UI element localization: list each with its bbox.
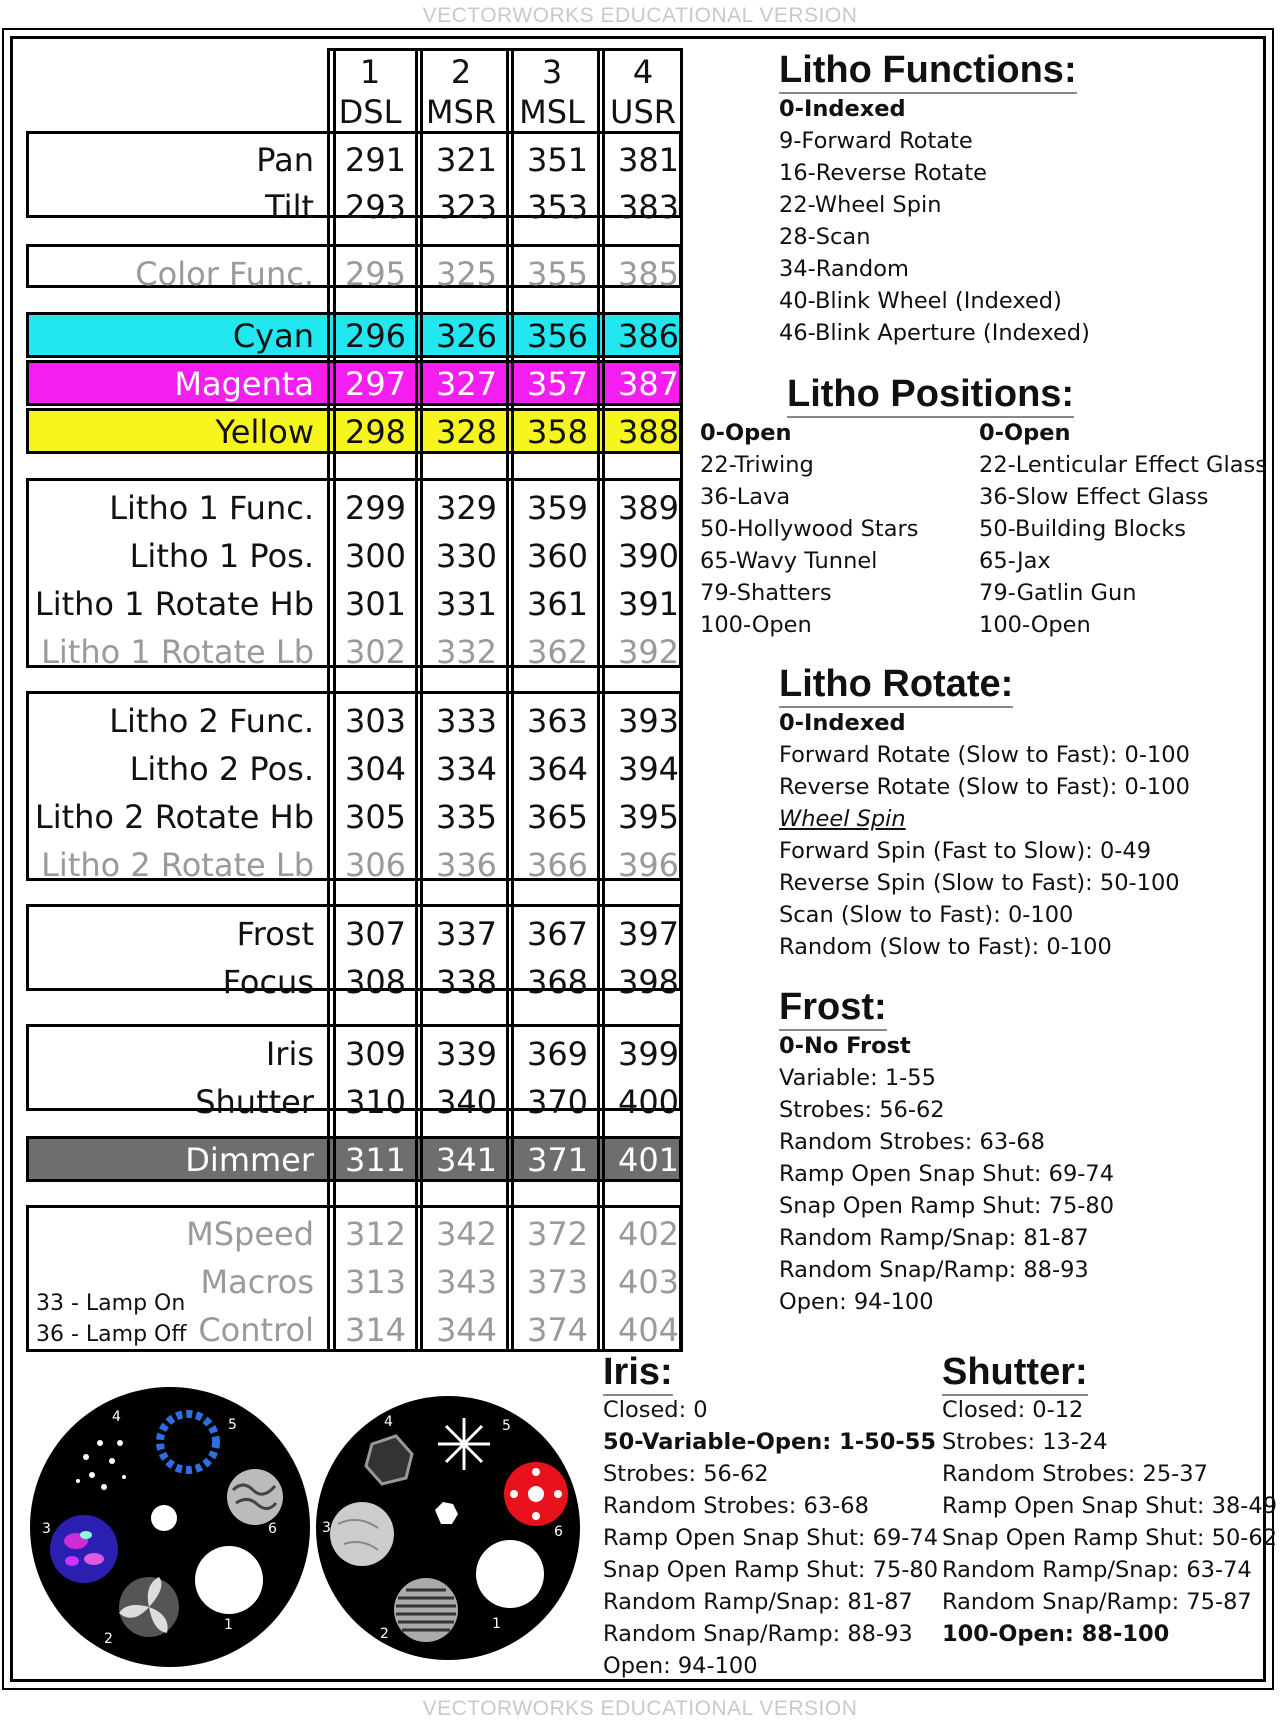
slot-label: 5 [228,1417,237,1433]
litho-positions-left-list [700,417,919,641]
address-cell: 337 [435,915,498,953]
iris-title: Iris: [603,1350,673,1396]
list-item: Reverse Rotate (Slow to Fast): 0-100 [779,774,1190,800]
row-label: Litho 1 Rotate Lb [41,633,314,671]
slot-label: 6 [268,1521,277,1537]
table-row [0,312,700,360]
list-item: Random Ramp/Snap: 81-87 [603,1589,913,1615]
address-cell: 360 [526,537,589,575]
list-item: 79-Gatlin Gun [979,580,1137,606]
list-item: 0-Indexed [779,710,906,736]
address-cell: 357 [526,365,589,403]
address-cell: 389 [617,489,680,527]
list-item: Snap Open Ramp Shut: 50-62 [942,1525,1278,1551]
address-cell: 331 [435,585,498,623]
litho-rotate-list [779,707,1190,963]
address-cell: 335 [435,798,498,836]
address-cell: 313 [344,1263,407,1301]
slot-label: 3 [42,1521,51,1537]
list-item: 40-Blink Wheel (Indexed) [779,288,1062,314]
row-label: Yellow [215,413,314,451]
address-cell: 365 [526,798,589,836]
watermark-bottom: VECTORWORKS EDUCATIONAL VERSION [422,1697,858,1720]
list-item: Strobes: 56-62 [779,1097,945,1123]
slot-label: 6 [554,1524,563,1540]
slot-label: 1 [492,1616,501,1632]
slot-label: 3 [322,1520,331,1536]
header-top-line [327,48,683,51]
table-row [0,958,700,1006]
address-cell: 404 [617,1311,680,1349]
litho-functions-list [779,93,1090,349]
litho-positions-title: Litho Positions: [787,372,1074,418]
address-cell: 369 [526,1035,589,1073]
table-row [0,745,700,793]
gobo-wheel-2 [314,1394,582,1662]
address-cell: 299 [344,489,407,527]
table-row [0,408,700,456]
row-label: Tilt [265,188,314,226]
column-name: DSL [338,93,402,131]
address-cell: 372 [526,1215,589,1253]
table-row [0,628,700,676]
address-cell: 383 [617,188,680,226]
address-cell: 393 [617,702,680,740]
address-cell: 368 [526,963,589,1001]
table-row [0,793,700,841]
list-item: 46-Blink Aperture (Indexed) [779,320,1090,346]
row-label: Focus [222,963,314,1001]
address-cell: 396 [617,846,680,884]
address-cell: 336 [435,846,498,884]
address-cell: 367 [526,915,589,953]
list-item: Snap Open Ramp Shut: 75-80 [603,1557,939,1583]
address-cell: 291 [344,141,407,179]
list-item: Random Snap/Ramp: 88-93 [603,1621,913,1647]
list-item: 9-Forward Rotate [779,128,973,154]
table-row [0,1030,700,1078]
column-number: 1 [359,53,381,91]
gobo-slot-3-shatter [330,1502,394,1566]
list-item: Closed: 0 [603,1397,708,1423]
list-item: Random Strobes: 63-68 [603,1493,869,1519]
address-cell: 326 [435,317,498,355]
address-cell: 343 [435,1263,498,1301]
list-item: Ramp Open Snap Shut: 38-49 [942,1493,1278,1519]
frost-title: Frost: [779,985,887,1031]
column-divider [420,48,423,1352]
address-cell: 300 [344,537,407,575]
table-row [0,1136,700,1184]
column-divider [327,48,330,1352]
address-cell: 333 [435,702,498,740]
address-cell: 400 [617,1083,680,1121]
column-name: MSR [425,93,497,131]
address-cell: 295 [344,255,407,293]
address-cell: 394 [617,750,680,788]
column-name: USR [610,93,676,131]
gobo-slot-2-swirl [119,1577,179,1637]
address-cell: 302 [344,633,407,671]
address-cell: 334 [435,750,498,788]
litho-positions-right-list [979,417,1267,641]
address-cell: 371 [526,1141,589,1179]
column-number: 3 [541,53,563,91]
list-item: 0-Open [700,420,792,446]
frost-list [779,1030,1114,1318]
address-cell: 312 [344,1215,407,1253]
slot-label: 4 [112,1409,121,1425]
row-label: Macros [200,1263,314,1301]
column-header-3 [511,52,593,132]
list-item: Snap Open Ramp Shut: 75-80 [779,1193,1115,1219]
gobo-slot-6-red [504,1462,568,1526]
address-cell: 301 [344,585,407,623]
address-cell: 397 [617,915,680,953]
row-label: Litho 1 Func. [109,489,314,527]
address-cell: 398 [617,963,680,1001]
gobo-slot-1-open [195,1546,263,1614]
table-row [0,910,700,958]
address-cell: 364 [526,750,589,788]
row-label: Dimmer [185,1141,314,1179]
address-cell: 390 [617,537,680,575]
address-cell: 311 [344,1141,407,1179]
table-row [0,1078,700,1126]
address-cell: 381 [617,141,680,179]
shutter-title: Shutter: [942,1350,1088,1396]
list-item: Random Ramp/Snap: 63-74 [942,1557,1252,1583]
address-cell: 362 [526,633,589,671]
column-number: 4 [632,53,654,91]
slot-label: 1 [224,1617,233,1633]
column-header-1 [329,52,411,132]
lamp-on-note: 33 - Lamp On [36,1291,186,1316]
row-label: Litho 2 Func. [109,702,314,740]
address-cell: 355 [526,255,589,293]
row-label: Frost [236,915,314,953]
gobo-slot-3-lava [50,1515,118,1583]
list-item: Random Snap/Ramp: 88-93 [779,1257,1089,1283]
address-cell: 361 [526,585,589,623]
address-cell: 293 [344,188,407,226]
list-item: Strobes: 56-62 [603,1461,769,1487]
address-cell: 339 [435,1035,498,1073]
address-cell: 338 [435,963,498,1001]
address-cell: 332 [435,633,498,671]
list-item: Scan (Slow to Fast): 0-100 [779,902,1074,928]
table-row [0,697,700,745]
address-cell: 309 [344,1035,407,1073]
list-item: 0-No Frost [779,1033,911,1059]
address-cell: 303 [344,702,407,740]
list-item: 28-Scan [779,224,871,250]
address-cell: 314 [344,1311,407,1349]
list-item: 36-Lava [700,484,791,510]
address-cell: 403 [617,1263,680,1301]
lamp-off-note: 36 - Lamp Off [36,1322,187,1347]
address-cell: 386 [617,317,680,355]
list-item: Random Ramp/Snap: 81-87 [779,1225,1089,1251]
list-item: Random Strobes: 63-68 [779,1129,1045,1155]
address-cell: 402 [617,1215,680,1253]
list-item: 50-Building Blocks [979,516,1186,542]
gobo-slot-1-open [476,1540,544,1608]
litho-rotate-title: Litho Rotate: [779,662,1013,708]
list-item: Open: 94-100 [779,1289,934,1315]
list-item: Open: 94-100 [603,1653,758,1679]
address-cell: 296 [344,317,407,355]
address-cell: 307 [344,915,407,953]
shutter-list [942,1394,1277,1650]
row-label: Litho 2 Rotate Hb [34,798,314,836]
column-divider [333,48,336,1352]
row-label: Shutter [195,1083,314,1121]
column-name: MSL [519,93,585,131]
address-cell: 304 [344,750,407,788]
address-cell: 366 [526,846,589,884]
address-cell: 374 [526,1311,589,1349]
list-item: Reverse Spin (Slow to Fast): 50-100 [779,870,1180,896]
list-item: Random Snap/Ramp: 75-87 [942,1589,1252,1615]
list-item: 65-Wavy Tunnel [700,548,878,574]
list-item: 36-Slow Effect Glass [979,484,1209,510]
address-cell: 391 [617,585,680,623]
gobo-slot-2-wavy [394,1578,458,1642]
address-cell: 328 [435,413,498,451]
column-divider [602,48,605,1352]
address-cell: 308 [344,963,407,1001]
row-label: Cyan [232,317,314,355]
list-item: Random (Slow to Fast): 0-100 [779,934,1112,960]
table-row [0,250,700,298]
list-item: 100-Open: 88-100 [942,1621,1170,1647]
center-hole [151,1505,177,1531]
list-item: Wheel Spin [779,806,906,832]
table-row [0,1210,700,1258]
column-divider [597,48,600,1352]
address-cell: 297 [344,365,407,403]
row-label: Iris [265,1035,314,1073]
iris-list [603,1394,938,1682]
address-cell: 387 [617,365,680,403]
address-cell: 305 [344,798,407,836]
list-item: 100-Open [700,612,812,638]
list-item: 65-Jax [979,548,1051,574]
slot-label: 5 [502,1418,511,1434]
address-cell: 401 [617,1141,680,1179]
row-label: Litho 1 Pos. [129,537,314,575]
list-item: 0-Open [979,420,1071,446]
row-label: Control [198,1311,314,1349]
address-cell: 358 [526,413,589,451]
column-divider [680,48,683,1352]
address-cell: 351 [526,141,589,179]
address-cell: 395 [617,798,680,836]
address-cell: 298 [344,413,407,451]
column-header-4 [602,52,684,132]
list-item: Forward Spin (Fast to Slow): 0-49 [779,838,1152,864]
list-item: 0-Indexed [779,96,906,122]
address-cell: 327 [435,365,498,403]
address-cell: 373 [526,1263,589,1301]
list-item: 16-Reverse Rotate [779,160,988,186]
column-divider [415,48,418,1352]
address-cell: 306 [344,846,407,884]
row-label: Magenta [174,365,314,403]
table-row [0,841,700,889]
address-cell: 310 [344,1083,407,1121]
address-cell: 330 [435,537,498,575]
row-label: Color Func. [135,255,314,293]
row-label: Pan [256,141,314,179]
list-item: Variable: 1-55 [779,1065,936,1091]
list-item: 22-Wheel Spin [779,192,942,218]
address-cell: 329 [435,489,498,527]
row-label: Litho 1 Rotate Hb [34,585,314,623]
address-cell: 340 [435,1083,498,1121]
list-item: Closed: 0-12 [942,1397,1084,1423]
row-label: MSpeed [186,1215,314,1253]
column-number: 2 [450,53,472,91]
address-cell: 344 [435,1311,498,1349]
table-row [0,360,700,408]
table-row [0,532,700,580]
address-cell: 388 [617,413,680,451]
table-row [0,580,700,628]
column-divider [511,48,514,1352]
list-item: 79-Shatters [700,580,832,606]
table-row [0,136,700,184]
gobo-wheel-1 [28,1385,312,1669]
column-divider [506,48,509,1352]
column-header-2 [420,52,502,132]
address-cell: 399 [617,1035,680,1073]
address-cell: 392 [617,633,680,671]
list-item: 22-Lenticular Effect Glass [979,452,1267,478]
address-cell: 370 [526,1083,589,1121]
list-item: Strobes: 13-24 [942,1429,1108,1455]
list-item: Forward Rotate (Slow to Fast): 0-100 [779,742,1190,768]
row-label: Litho 2 Rotate Lb [41,846,314,884]
list-item: 50-Hollywood Stars [700,516,919,542]
gobo-slot-6-texture [227,1469,283,1525]
slot-label: 2 [104,1631,113,1647]
address-cell: 359 [526,489,589,527]
list-item: Ramp Open Snap Shut: 69-74 [603,1525,939,1551]
table-row [0,183,700,231]
list-item: 50-Variable-Open: 1-50-55 [603,1429,937,1455]
list-item: Ramp Open Snap Shut: 69-74 [779,1161,1115,1187]
address-cell: 385 [617,255,680,293]
list-item: 34-Random [779,256,909,282]
list-item: 22-Triwing [700,452,814,478]
address-cell: 341 [435,1141,498,1179]
address-cell: 323 [435,188,498,226]
address-cell: 353 [526,188,589,226]
list-item: Random Strobes: 25-37 [942,1461,1208,1487]
row-label: Litho 2 Pos. [129,750,314,788]
slot-label: 2 [380,1626,389,1642]
address-cell: 325 [435,255,498,293]
watermark-top: VECTORWORKS EDUCATIONAL VERSION [422,4,858,27]
litho-functions-title: Litho Functions: [779,48,1077,94]
list-item: 100-Open [979,612,1091,638]
slot-label: 4 [384,1414,393,1430]
table-row [0,484,700,532]
address-cell: 363 [526,702,589,740]
address-cell: 321 [435,141,498,179]
address-cell: 342 [435,1215,498,1253]
address-cell: 356 [526,317,589,355]
